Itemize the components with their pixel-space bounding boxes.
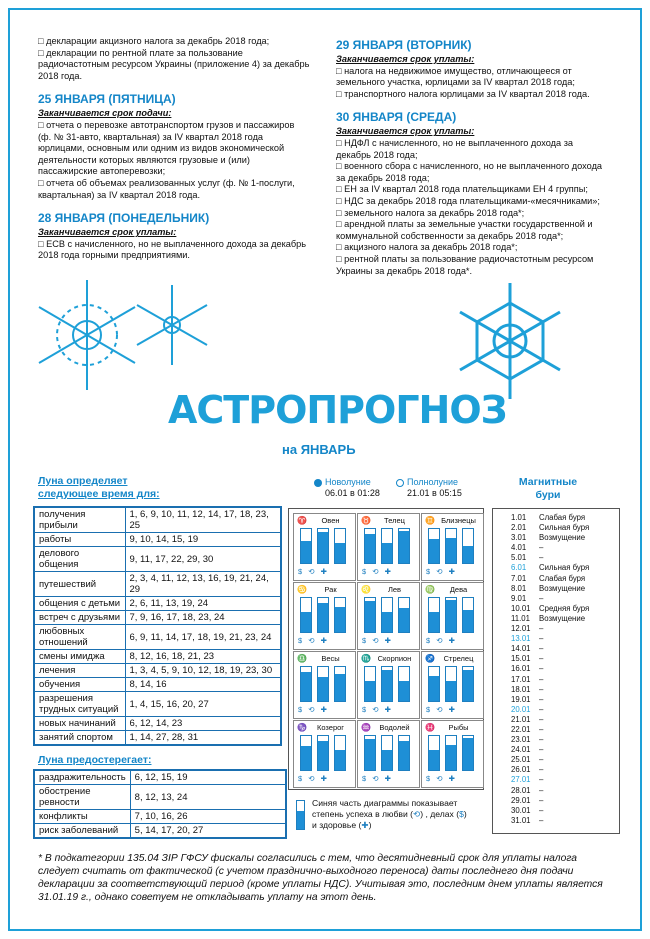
magnetic-row (511, 533, 619, 543)
zodiac-name: Дева (449, 585, 468, 594)
zodiac-cell (421, 582, 484, 650)
magnetic-row (511, 775, 619, 785)
magnetic-row (511, 765, 619, 775)
moon-table (33, 506, 282, 746)
zodiac-cell (293, 513, 356, 581)
zodiac-sign-icon: ♓ (425, 723, 435, 732)
table-row (34, 717, 281, 731)
success-bar (462, 528, 474, 564)
page-subtitle: на ЯНВАРЬ (282, 442, 356, 457)
row-label: обучения (34, 678, 125, 692)
magnetic-status: – (539, 815, 544, 825)
zodiac-name: Стрелец (443, 654, 474, 663)
magnetic-date: 31.01 (511, 815, 531, 825)
magnetic-row (511, 755, 619, 765)
row-days: 8, 12, 13, 24 (130, 785, 286, 810)
row-label: встреч с друзьями (34, 611, 125, 625)
love-icon: ⟲ (413, 809, 421, 819)
magnetic-row (511, 725, 619, 735)
success-bar (364, 735, 376, 771)
money-icon: $ (459, 809, 464, 819)
zodiac-sign-icon: ♉ (361, 516, 371, 525)
row-label: получения прибыли (34, 507, 125, 533)
row-label: риск заболеваний (34, 824, 130, 839)
zodiac-sign-icon: ♑ (297, 723, 307, 732)
category-icons: $ ⟲ ✚ (298, 705, 329, 714)
magnetic-status: – (539, 593, 544, 603)
row-label: лечения (34, 664, 125, 678)
row-days: 1, 3, 4, 5, 9, 10, 12, 18, 19, 23, 30 (125, 664, 281, 678)
magnetic-row (511, 675, 619, 685)
row-label: работы (34, 533, 125, 547)
category-icons: $ ⟲ ✚ (298, 636, 329, 645)
row-days: 1, 14, 27, 28, 31 (125, 731, 281, 746)
jan29-sub: Заканчивается срок уплаты: (336, 54, 475, 64)
magnetic-date: 19.01 (511, 694, 531, 704)
zodiac-sign-icon: ♌ (361, 585, 371, 594)
jan30-item: □ ЕН за IV квартал 2018 года плательщиками ЕН 4 группы; (336, 184, 588, 195)
warn-table (33, 769, 287, 839)
magnetic-date: 3.01 (511, 533, 527, 543)
table-row (34, 731, 281, 746)
zodiac-sign-icon: ♎ (297, 654, 307, 663)
magnetic-status: Слабая буря (539, 573, 586, 583)
magnetic-status: – (539, 775, 544, 785)
magnetic-status: Возмущение (539, 583, 586, 593)
magnetic-date: 11.01 (511, 613, 530, 623)
row-label: любовных отношений (34, 625, 125, 650)
magnetic-date: 24.01 (511, 745, 531, 755)
success-bar (334, 528, 346, 564)
row-label: путешествий (34, 572, 125, 597)
magnetic-row (511, 604, 619, 614)
zodiac-sign-icon: ♈ (297, 516, 307, 525)
magnetic-status: – (539, 684, 544, 694)
magnetic-status: – (539, 765, 544, 775)
magnetic-row (511, 584, 619, 594)
jan25-title: 25 ЯНВАРЯ (ПЯТНИЦА) (38, 92, 176, 107)
category-icons: $ ⟲ ✚ (426, 567, 457, 576)
magnetic-date: 13.01 (511, 634, 531, 644)
row-days: 2, 3, 4, 11, 12, 13, 16, 19, 21, 24, 29 (125, 572, 281, 597)
magnetic-row (511, 715, 619, 725)
magnetic-date: 6.01 (511, 563, 527, 573)
magnetic-date: 1.01 (511, 513, 527, 522)
success-bar (300, 528, 312, 564)
zodiac-sign-icon: ♋ (297, 585, 307, 594)
success-bar (428, 735, 440, 771)
category-icons: $ ⟲ ✚ (426, 705, 457, 714)
category-icons: $ ⟲ ✚ (362, 567, 393, 576)
row-days: 2, 6, 11, 13, 19, 24 (125, 597, 281, 611)
magnetic-date: 27.01 (511, 775, 531, 785)
zodiac-cell (293, 720, 356, 788)
magnetic-date: 16.01 (511, 664, 531, 674)
row-days: 5, 14, 17, 20, 27 (130, 824, 286, 839)
magnetic-status: – (539, 745, 544, 755)
magnetic-status: – (539, 805, 544, 815)
magnetic-status: – (539, 704, 544, 714)
legend-text: ) (463, 809, 467, 819)
success-bar (428, 528, 440, 564)
row-days: 1, 4, 15, 16, 20, 27 (125, 692, 281, 717)
magnetic-status: – (539, 735, 544, 745)
success-bar (317, 735, 329, 771)
success-bar (300, 597, 312, 633)
left-item: □ декларации акцизного налога за декабрь 2018 года; (38, 36, 270, 46)
zodiac-sign-icon: ♊ (425, 516, 435, 525)
magnetic-status: – (539, 724, 544, 734)
magnetic-row (511, 664, 619, 674)
jan25-sub: Заканчивается срок подачи: (38, 108, 172, 119)
zodiac-name: Рыбы (448, 723, 469, 732)
new-moon-label: Новолуние (325, 477, 371, 487)
zodiac-name: Лев (387, 585, 402, 594)
success-bar (317, 528, 329, 564)
success-bar (381, 666, 393, 702)
legend-text: и здоровье ( (312, 820, 362, 830)
magnetic-date: 23.01 (511, 735, 531, 745)
success-bar (462, 597, 474, 633)
magnetic-status: – (539, 755, 544, 765)
jan30-sub: Заканчивается срок уплаты: (336, 126, 475, 137)
magnetic-date: 12.01 (511, 624, 531, 634)
row-label: новых начинаний (34, 717, 125, 731)
zodiac-cell (357, 720, 420, 788)
success-bar (381, 735, 393, 771)
legend-text: ) (368, 820, 372, 830)
magnetic-status: – (539, 644, 544, 654)
zodiac-cell (293, 651, 356, 719)
success-bar (334, 597, 346, 633)
row-label: разрешения трудных ситуаций (34, 692, 125, 717)
zodiac-name: Телец (384, 516, 405, 525)
moon-heading-line: следующее время для: (38, 488, 160, 500)
magnetic-date: 22.01 (511, 724, 531, 734)
magnetic-row (511, 523, 619, 533)
jan30-item: □ военного сбора с начисленного, но не выплаченного дохода за декабрь 2018 года; (336, 161, 603, 183)
magnetic-date: 26.01 (511, 765, 531, 775)
new-moon-time: в 01:28 (350, 488, 380, 498)
magnetic-date: 2.01 (511, 523, 527, 533)
jan28-sub: Заканчивается срок уплаты: (38, 227, 177, 238)
success-bar (364, 528, 376, 564)
row-label: конфликты (34, 810, 130, 824)
magnetic-row (511, 796, 619, 806)
magnetic-row (511, 806, 619, 816)
category-icons: $ ⟲ ✚ (298, 567, 329, 576)
success-bar (398, 597, 410, 633)
magnetic-status: – (539, 694, 544, 704)
jan28-title: 28 ЯНВАРЯ (ПОНЕДЕЛЬНИК) (38, 211, 210, 226)
warn-heading: Луна предостерегает: (38, 754, 152, 766)
success-bar (428, 666, 440, 702)
magnetic-status: Сильная буря (539, 563, 590, 573)
magnetic-date: 7.01 (511, 573, 527, 583)
magnetic-status: – (539, 654, 544, 664)
legend-text: степень успеха в любви ( (312, 809, 414, 819)
magnetic-row (511, 634, 619, 644)
jan30-item: □ земельного налога за декабрь 2018 года*; (336, 207, 525, 218)
new-moon-date: 06.01 (325, 488, 348, 498)
magnetic-status: Средняя буря (539, 603, 590, 613)
snowflake-right-icon (440, 276, 580, 406)
zodiac-name: Скорпион (377, 654, 412, 663)
zodiac-name: Рак (324, 585, 337, 594)
row-days: 6, 12, 14, 23 (125, 717, 281, 731)
magnetic-status: Возмущение (539, 533, 586, 543)
row-days: 8, 14, 16 (125, 678, 281, 692)
jan29-item: □ налога на недвижимое имущество, отличающееся от земельного участка, юрлицами за IV квартал 2018 года; (336, 65, 575, 88)
success-bar (462, 735, 474, 771)
success-bar (398, 528, 410, 564)
jan30-item: □ НДФЛ с начисленного, но не выплаченного дохода за декабрь 2018 года; (336, 137, 574, 160)
footnote: * В подкатегории 135.04 ЗІР ГФСУ фискалы согласились с тем, что десятидневный срок для уплаты налога следует считать от фактической (с учетом праздничнo-выходного переноса) даты последнего дня подачи декларации за соответствующий период (кроме уплаты НДС). Учитывая это, последним днем уплаты является 31.01.19 г., однако советуем не откладывать уплату на этот день. (38, 853, 603, 903)
table-row (34, 678, 281, 692)
zodiac-sign-icon: ♏ (361, 654, 371, 663)
magnetic-date: 17.01 (511, 674, 531, 684)
table-row (34, 785, 286, 810)
category-icons: $ ⟲ ✚ (426, 636, 457, 645)
magnetic-row (511, 614, 619, 624)
legend-line: Синяя часть диаграммы показывает (312, 798, 458, 808)
success-bar (445, 735, 457, 771)
magnetic-status: – (539, 795, 544, 805)
jan30-item: □ арендной платы за земельные участки государственной и коммунальной собственности за декабрь 2018 года*; (336, 219, 593, 241)
category-icons: $ ⟲ ✚ (362, 636, 393, 645)
magnetic-date: 29.01 (511, 795, 531, 805)
success-bar (428, 597, 440, 633)
magnetic-date: 10.01 (511, 603, 531, 613)
magnetic-date: 28.01 (511, 785, 531, 795)
full-moon-icon (396, 479, 404, 487)
legend-text: ) , делах ( (420, 809, 460, 819)
table-row (34, 572, 281, 597)
success-bar (300, 666, 312, 702)
table-row (34, 770, 286, 785)
table-row (34, 507, 281, 533)
category-icons: $ ⟲ ✚ (298, 774, 329, 783)
table-row (34, 547, 281, 572)
row-days: 6, 9, 11, 14, 17, 18, 19, 21, 23, 24 (125, 625, 281, 650)
jan28-item: □ ЕСВ с начисленного, но не выплаченного дохода за декабрь 2018 года горными предприятиями. (38, 238, 307, 261)
row-label: раздражительность (34, 770, 130, 785)
zodiac-sign-icon: ♐ (425, 654, 435, 663)
success-bar (381, 597, 393, 633)
success-bar (445, 528, 457, 564)
zodiac-name: Козерог (316, 723, 345, 732)
magnetic-status: – (539, 714, 544, 724)
success-bar (381, 528, 393, 564)
chart-legend (296, 798, 496, 831)
magnetic-status: Сильная буря (539, 523, 590, 533)
magnetic-row (511, 735, 619, 745)
table-row (34, 611, 281, 625)
magnetic-status: – (539, 674, 544, 684)
jan30-title: 30 ЯНВАРЯ (СРЕДА) (336, 110, 457, 125)
magnetic-status: – (539, 634, 544, 644)
magnetic-status: – (539, 543, 544, 553)
zodiac-cell (357, 513, 420, 581)
jan25-item: □ отчета об объемах реализованных услуг (ф. № 1-послуги, квартальная) за IV квартал 2018 года. (38, 177, 295, 200)
page-title: АСТРОПРОГНОЗ (168, 388, 507, 432)
magnetic-date: 15.01 (511, 654, 531, 664)
success-bar (445, 597, 457, 633)
row-label: смены имиджа (34, 650, 125, 664)
magnetic-row (511, 513, 619, 523)
full-moon-date: 21.01 (407, 488, 430, 498)
magnetic-status: Слабая буря (539, 513, 586, 522)
magnetic-date: 8.01 (511, 583, 527, 593)
row-days: 6, 12, 15, 19 (130, 770, 286, 785)
magnetic-row (511, 644, 619, 654)
left-item: □ декларации по рентной плате за пользование радиочастотным ресурсом Украины (приложение 4) за декабрь 2018 года. (38, 47, 310, 81)
magnetic-row (511, 594, 619, 604)
zodiac-name: Овен (321, 516, 340, 525)
zodiac-name: Близнецы (441, 516, 476, 525)
magnetic-status: – (539, 785, 544, 795)
row-days: 7, 9, 16, 17, 18, 23, 24 (125, 611, 281, 625)
table-row (34, 597, 281, 611)
zodiac-cell (357, 582, 420, 650)
row-label: обострение ревности (34, 785, 130, 810)
magnetic-status: – (539, 553, 544, 563)
table-row (34, 824, 286, 839)
moon-heading-line: Луна определяет (38, 475, 128, 487)
zodiac-cell (421, 720, 484, 788)
row-label: общения с детьми (34, 597, 125, 611)
magnetic-row (511, 624, 619, 634)
jan29-title: 29 ЯНВАРЯ (ВТОРНИК) (336, 38, 472, 52)
magnetic-row (511, 574, 619, 584)
magnetic-row (511, 695, 619, 705)
magnetic-row (511, 685, 619, 695)
right-column (336, 28, 608, 277)
full-moon-time: в 05:15 (432, 488, 462, 498)
magnetic-date: 20.01 (511, 704, 531, 714)
row-days: 1, 6, 9, 10, 11, 12, 14, 17, 18, 23, 25 (125, 507, 281, 533)
zodiac-cell (293, 582, 356, 650)
table-row (34, 533, 281, 547)
magnetic-status: Возмущение (539, 613, 586, 623)
zodiac-sign-icon: ♒ (361, 723, 371, 732)
category-icons: $ ⟲ ✚ (426, 774, 457, 783)
zodiac-name: Водолей (379, 723, 410, 732)
magnetic-row (511, 786, 619, 796)
magnetic-row (511, 745, 619, 755)
success-bar (300, 735, 312, 771)
row-label: занятий спортом (34, 731, 125, 746)
success-bar (398, 666, 410, 702)
magnetic-list (492, 508, 620, 834)
success-bar (317, 666, 329, 702)
magnetic-date: 4.01 (511, 543, 527, 553)
magnetic-date: 21.01 (511, 714, 531, 724)
magnetic-status: – (539, 624, 544, 634)
success-bar (334, 735, 346, 771)
full-moon (396, 477, 462, 499)
magnetic-date: 9.01 (511, 593, 527, 603)
row-days: 8, 12, 16, 18, 21, 23 (125, 650, 281, 664)
left-column (38, 36, 310, 262)
health-icon: ✚ (361, 820, 369, 830)
zodiac-sign-icon: ♍ (425, 585, 435, 594)
zodiac-cell (421, 513, 484, 581)
magnetic-row (511, 654, 619, 664)
moon-heading (38, 475, 160, 501)
magnetic-row (511, 543, 619, 553)
magnetic-status: – (539, 664, 544, 674)
category-icons: $ ⟲ ✚ (362, 705, 393, 714)
success-bar (334, 666, 346, 702)
success-bar (317, 597, 329, 633)
magnetic-row (511, 705, 619, 715)
magnetic-date: 25.01 (511, 755, 531, 765)
zodiac-cell (357, 651, 420, 719)
magnetic-date: 18.01 (511, 684, 531, 694)
new-moon-icon (314, 479, 322, 487)
category-icons: $ ⟲ ✚ (362, 774, 393, 783)
row-label: делового общения (34, 547, 125, 572)
table-row (34, 625, 281, 650)
success-bar (364, 666, 376, 702)
table-row (34, 692, 281, 717)
zodiac-chart (288, 508, 484, 790)
zodiac-name: Весы (321, 654, 340, 663)
table-row (34, 650, 281, 664)
zodiac-cell (421, 651, 484, 719)
full-moon-label: Полнолуние (407, 477, 459, 487)
magnetic-row (511, 553, 619, 563)
magnetic-heading: Магнитные бури (518, 476, 578, 501)
magnetic-date: 5.01 (511, 553, 527, 563)
success-bar (445, 666, 457, 702)
jan25-item: □ отчета о перевозке автотранспортом грузов и пассажиров (ф. № 31-авто, квартальная) за IV квартал 2018 года юрлицами, основным или одним из видов экономической деятельности которых являются грузовые и (или) пассажирские автоперевозки; (38, 119, 295, 177)
table-row (34, 664, 281, 678)
row-days: 9, 11, 17, 22, 29, 30 (125, 547, 281, 572)
legend-bar (296, 800, 305, 830)
success-bar (462, 666, 474, 702)
magnetic-date: 30.01 (511, 805, 531, 815)
jan29-item: □ транспортного налога юрлицами за IV квартал 2018 года. (336, 88, 590, 99)
magnetic-row (511, 563, 619, 573)
jan30-item: □ НДС за декабрь 2018 года плательщиками-«месячниками»; (336, 195, 600, 206)
success-bar (364, 597, 376, 633)
jan30-item: □ рентной платы за пользование радиочастотным ресурсом Украины за декабрь 2018 года*. (336, 253, 594, 276)
table-row (34, 810, 286, 824)
row-days: 7, 10, 16, 26 (130, 810, 286, 824)
magnetic-row (511, 816, 619, 826)
new-moon (314, 477, 380, 499)
magnetic-date: 14.01 (511, 644, 531, 654)
jan30-item: □ акцизного налога за декабрь 2018 года*; (336, 242, 518, 253)
success-bar (398, 735, 410, 771)
row-days: 9, 10, 14, 15, 19 (125, 533, 281, 547)
